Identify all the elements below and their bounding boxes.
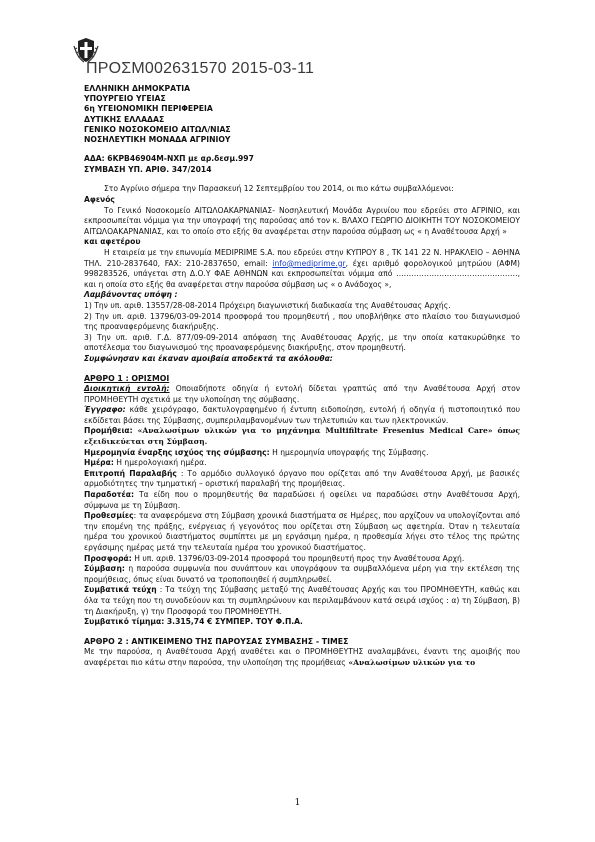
party1-label: Αφενός — [84, 195, 115, 204]
party2-text-b: , έχει αριθμό φορολογικού μητρώου (ΑΦΜ) 998283526, υπάγεται στη Δ.Ο.Υ ΦΑΕ ΑΘΗΝΩΝ και εκπροσωπείται νόμιμα από …………………………………………, και η οποία στο εξής θα αναφέρεται στην παρούσα σύμβαση ως « ο Ανάδοχος », — [84, 258, 520, 289]
definition-text: κάθε χειρόγραφο, δακτυλογραφημένο ή έντυπη ειδοποίηση, εντολή ή οδηγία ή πιστοποιητικό που εκδίδεται βάσει της Σύμβασης, συμπεριλαμβανομένων των τηλετυπιών και των ηλεκτρονικών. — [84, 405, 520, 425]
page-number: 1 — [294, 798, 301, 808]
article-2-text: Με την παρούσα, η Αναθέτουσα Αρχή αναθέτει και ο ΠΡΟΜΗΘΕΥΤΗΣ αναλαμβάνει, έναντι της αμοιβής που αναφέρεται πιο κάτω στην παρούσα, την υλοποίηση της προμήθειας — [84, 647, 520, 667]
definition-term: Προμήθεια: — [84, 426, 133, 436]
party2-paragraph — [84, 248, 520, 290]
definition-item — [84, 448, 520, 459]
letterhead-line: 6η ΥΓΕΙΟΝΟΜΙΚΗ ΠΕΡΙΦΕΡΕΙΑ — [84, 104, 213, 114]
considering-item: 1) Την υπ. αριθ. 13557/28-08-2014 Πρόχειρη διαγωνιστική διαδικασία της Αναθέτουσας Αρχής. — [84, 300, 451, 310]
definition-text: Η ημερολογιακή ημέρα. — [113, 458, 207, 468]
letterhead-line: ΕΛΛΗΝΙΚΗ ΔΗΜΟΚΡΑΤΙΑ — [84, 84, 191, 93]
definition-term: Σύμβαση: — [84, 564, 125, 574]
contract-number: ΣΥΜΒΑΣΗ ΥΠ. ΑΡΙΘ. 347/2014 — [84, 164, 212, 174]
letterhead — [84, 84, 520, 145]
considering-item: 2) Την υπ. αριθ. 13796/03-09-2014 προσφορά του προμηθευτή , που υποβλήθηκε στο πλαίσιο του διαγωνισμού της προαναφερόμενης διακήρυξης. — [84, 311, 520, 332]
letterhead-line: ΓΕΝΙΚΟ ΝΟΣΟΚΟΜΕΙΟ ΑΙΤΩΛ/ΝΙΑΣ — [84, 124, 231, 134]
email-link[interactable]: info@mediprime.gr — [272, 258, 346, 268]
agreement-line: Συμφώνησαν και έκαναν αμοιβαία αποδεκτά τα ακόλουθα: — [84, 353, 333, 363]
definition-item — [84, 469, 520, 490]
definition-term: Προσφορά: — [84, 553, 132, 563]
definition-text: : Τα τεύχη της Σύμβασης μεταξύ της Αναθέτουσας Αρχής και του ΠΡΟΜΗΘΕΥΤΗ, καθώς και όλα τα τεύχη που τη συνοδεύουν και τη συμπληρώνουν και περιλαμβάνουν κατά σειρά ισχύος : α) τη Σύμβαση, β) τη Διακήρυξη, γ) την Προσφορά του ΠΡΟΜΗΘΕΥΤΗ. — [84, 585, 520, 616]
definition-item — [84, 554, 520, 565]
letterhead-line: ΝΟΣΗΛΕΥΤΙΚΗ ΜΟΝΑΔΑ ΑΓΡΙΝΙΟΥ — [84, 135, 231, 145]
definition-term: Ημερομηνία έναρξης ισχύος της σύμβασης: — [84, 447, 270, 457]
definition-item — [84, 511, 520, 553]
definition-item — [84, 405, 520, 426]
definition-text: : Το αρμόδιο συλλογικό όργανο που ορίζεται από την Αναθέτουσα Αρχή, με βασικές αρμοδιότητες την τμηματική – οριστική παραλαβή της προμήθειας. — [84, 468, 520, 489]
considering-item: 3) Την υπ. αριθ. Γ.Δ. 877/09-09-2014 απόφαση της Αναθέτουσας Αρχής, με την οποία κατακυρώθηκε το αποτέλεσμα του διαγωνισμού της προαναφερόμενης διακήρυξης, στον προμηθευτή. — [84, 332, 520, 353]
letterhead-line: ΔΥΤΙΚΗΣ ΕΛΛΑΔΑΣ — [84, 114, 165, 124]
definition-item — [84, 490, 520, 511]
considering-label: Λαμβάνοντας υπόψη : — [84, 290, 178, 300]
document-body — [84, 84, 520, 669]
definition-term: Παραδοτέα: — [84, 490, 134, 500]
ada-code: ΑΔΑ: 6ΚΡΒ46904Μ-ΝΧΠ με αρ.δεσμ.997 — [84, 154, 254, 164]
definitions-list — [84, 384, 520, 617]
definition-text: Οποιαδήποτε οδηγία ή εντολή δίδεται γραπτώς από την Αναθέτουσα Αρχή στον ΠΡΟΜΗΘΕΥΤΗ σχετικά με την υλοποίηση της σύμβασης. — [84, 384, 520, 404]
party1-paragraph: Το Γενικό Νοσοκομείο ΑΙΤΩΛΟΑΚΑΡΝΑΝΙΑΣ- Νοσηλευτική Μονάδα Αγρινίου που εδρεύει στο ΑΓΡΙΝΙΟ, και εκπροσωπείται νόμιμα για την υπογραφή της παρούσας από τον κ. ΒΛΑΧΟ ΓΕΩΡΓΙΟ ΔΙΟΙΚΗΤΗ ΤΟΥ ΝΟΣΟΚΟΜΕΙΟΥ ΑΙΤΩΛΟΑΚΑΡΝΑΝΙΑΣ, και το οποίο στο εξής θα αναφέρεται στην παρούσα σύμβαση ως « η Αναθέτουσα Αρχή » — [84, 205, 520, 236]
article-2-title: ΑΡΘΡΟ 2 : ΑΝΤΙΚΕΙΜΕΝΟ ΤΗΣ ΠΑΡΟΥΣΑΣ ΣΥΜΒΑΣΗΣ - ΤΙΜΕΣ — [84, 636, 349, 646]
definition-item — [84, 426, 520, 447]
definition-item — [84, 564, 520, 585]
contract-price: Συμβατικό τίμημα: 3.315,74 € ΣΥΜΠΕΡ. ΤΟΥ Φ.Π.Α. — [84, 617, 303, 627]
protocol-stamp: ΠΡΟΣΜ002631570 2015-03-11 — [86, 60, 315, 77]
definition-term: Διοικητική εντολή: — [84, 384, 170, 394]
definition-text: «Αναλωσίμων υλικών για το μηχάνημα Multifiltrate Fresenius Medical Care» όπως εξειδικεύεται στη Σύμβαση. — [84, 426, 520, 447]
article-1-title: ΑΡΘΡΟ 1 : ΟΡΙΣΜΟΙ — [84, 373, 170, 383]
definition-term: Ημέρα: — [84, 458, 114, 468]
definition-term: Συμβατικά τεύχη — [84, 585, 157, 595]
article-2-paragraph — [84, 647, 520, 668]
letterhead-line: ΥΠΟΥΡΓΕΙΟ ΥΓΕΙΑΣ — [84, 94, 166, 104]
party2-label: και αφετέρου — [84, 237, 141, 247]
definition-text: Η υπ. αριθ. 13796/03-09-2014 προσφορά του προμηθευτή προς την Αναθέτουσα Αρχή. — [131, 553, 465, 563]
intro-paragraph: Στο Αγρίνιο σήμερα την Παρασκευή 12 Σεπτεμβρίου του 2014, οι πιο κάτω συμβαλλόμενοι: — [104, 184, 454, 194]
definition-text: Τα είδη που ο προμηθευτής θα παραδώσει ή οφείλει να παραδώσει στην Αναθέτουσα Αρχή, σύμφωνα με τη Σύμβαση. — [84, 490, 520, 510]
definition-term: Επιτροπή Παραλαβής — [84, 468, 177, 478]
definition-item — [84, 384, 520, 405]
definition-term: Προθεσμίες — [84, 511, 134, 521]
article-2-bold-text: «Αναλωσίμων υλικών για το — [345, 657, 476, 667]
definition-term: Έγγραφο: — [84, 405, 126, 415]
definition-item — [84, 458, 520, 469]
definition-text: : τα αναφερόμενα στη Σύμβαση χρονικά διαστήματα σε Ημέρες, που αρχίζουν να υπολογίζονται από την επομένη της πράξης, ενέργειας ή γεγονότος που ορίζεται στη Σύμβαση ως αφετηρία. Όταν η τελευταία ημέρα του χρονικού διαστήματος συμπίπτει με μη εργάσιμη ημέρα, η προθεσμία λήγει στο τέλος της πρώτης εργάσιμης ημέρας μετά την τελευταία ημέρα του χρονικού διαστήματος. — [84, 511, 520, 552]
definition-text: Η ημερομηνία υπογραφής της Σύμβασης. — [269, 447, 429, 457]
definition-item — [84, 585, 520, 617]
party2-text-a: Η εταιρεία με την επωνυμία MEDIPRIME S.A. που εδρεύει στην ΚΥΠΡΟΥ 8 , ΤΚ 141 22 Ν. ΗΡΑΚΛΕΙΟ – ΑΘΗΝΑ ΤΗΛ. 210-2837640, FAX: 210-2837650, email: — [84, 247, 520, 268]
definition-text: η παρούσα συμφωνία που συνάπτουν και υπογράφουν τα συμβαλλόμενα μέρη για την εκτέλεση της προμήθειας, όπως είναι δυνατό να τροποποιηθεί ή συμπληρωθεί. — [84, 564, 520, 584]
